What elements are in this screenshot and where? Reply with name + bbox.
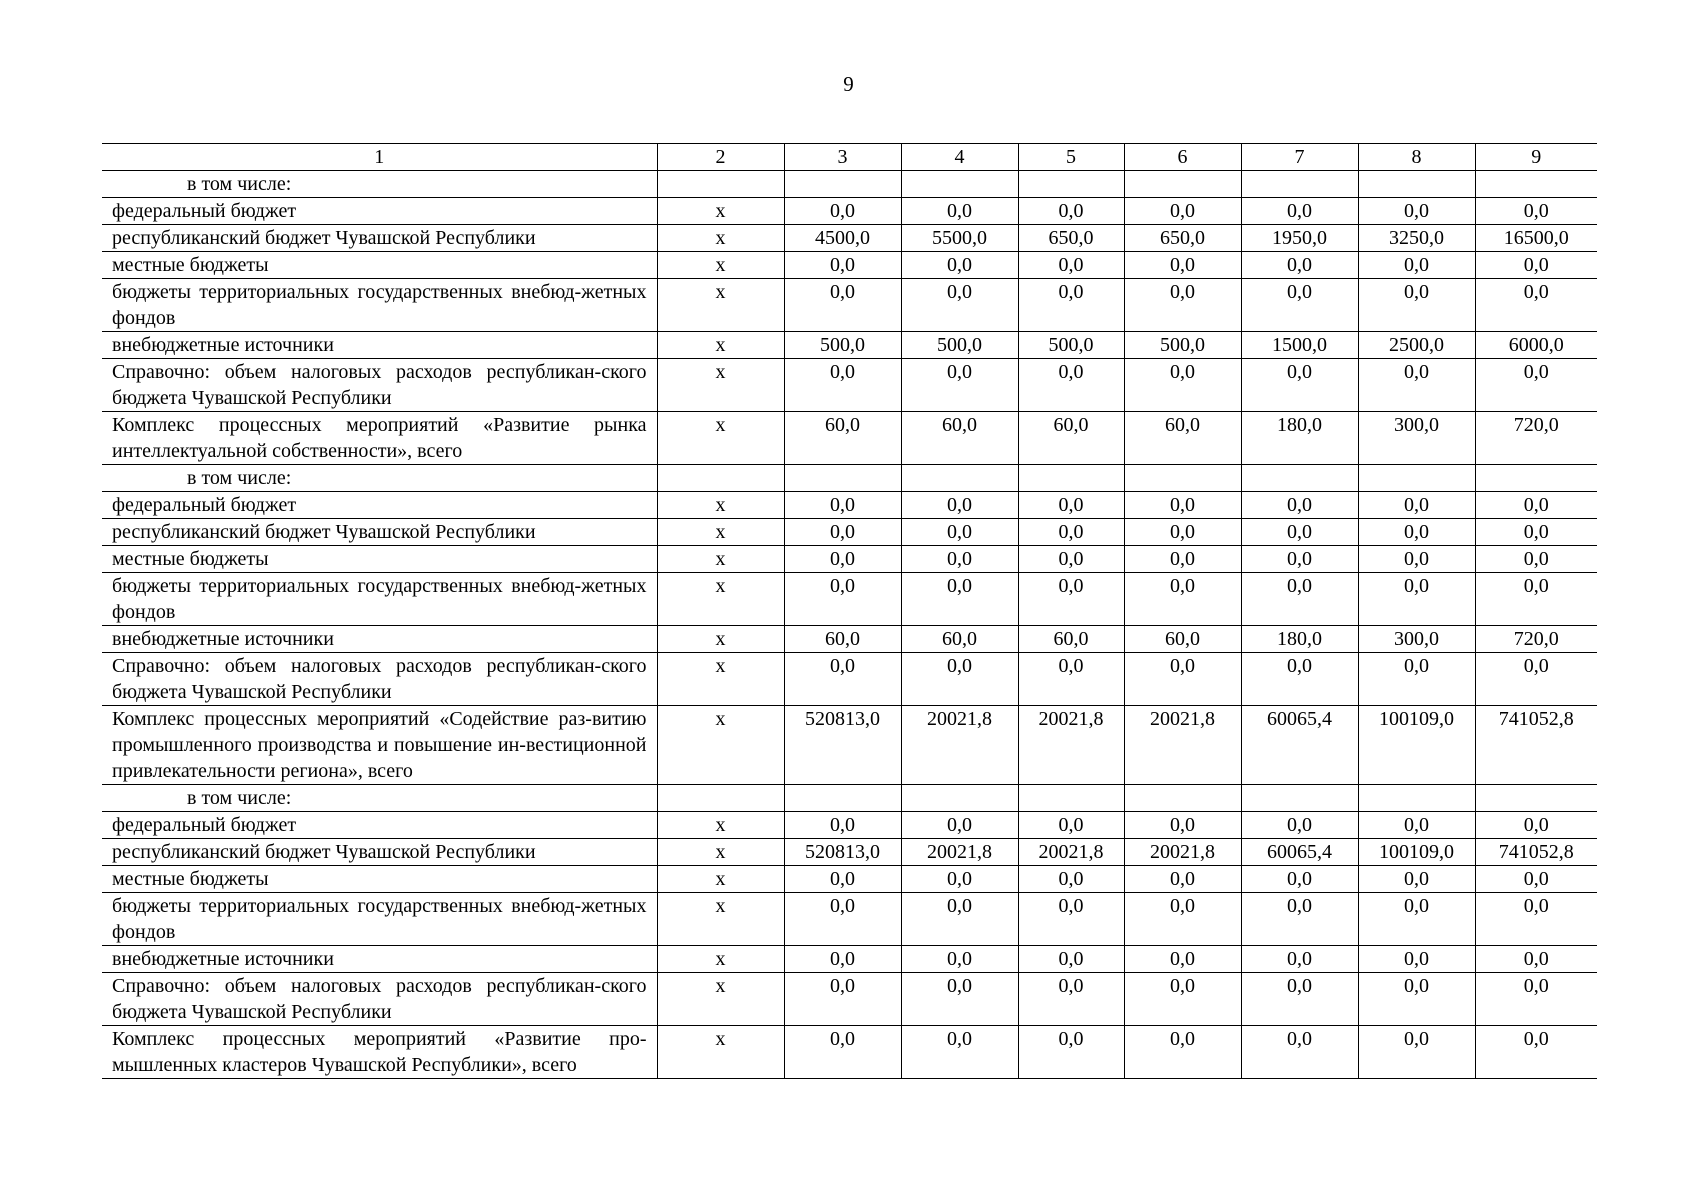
value-cell: 0,0 [1475, 653, 1597, 706]
value-cell: 0,0 [1475, 893, 1597, 946]
row-name-cell: внебюджетные источники [102, 946, 657, 973]
value-cell: 650,0 [1124, 225, 1241, 252]
value-cell: 0,0 [1358, 359, 1475, 412]
value-cell: 0,0 [901, 198, 1018, 225]
value-cell [1358, 171, 1475, 198]
value-cell: 0,0 [1124, 252, 1241, 279]
header-cell: 5 [1018, 144, 1124, 171]
value-cell: 0,0 [784, 812, 901, 839]
row-marker-cell [657, 465, 784, 492]
value-cell: 0,0 [1124, 359, 1241, 412]
table-row [102, 573, 1597, 626]
value-cell: 0,0 [784, 546, 901, 573]
value-cell: 0,0 [901, 946, 1018, 973]
value-cell [901, 465, 1018, 492]
value-cell: 500,0 [1124, 332, 1241, 359]
row-name-cell: внебюджетные источники [102, 332, 657, 359]
table-row [102, 839, 1597, 866]
value-cell [1241, 465, 1358, 492]
table-row [102, 171, 1597, 198]
row-marker-cell [657, 785, 784, 812]
value-cell: 0,0 [1358, 546, 1475, 573]
row-name-cell: местные бюджеты [102, 866, 657, 893]
value-cell: 0,0 [784, 519, 901, 546]
table-row [102, 252, 1597, 279]
value-cell: 0,0 [1124, 973, 1241, 1026]
row-marker-cell: х [657, 573, 784, 626]
table-row [102, 359, 1597, 412]
row-marker-cell: х [657, 252, 784, 279]
row-name-cell: местные бюджеты [102, 546, 657, 573]
row-name-cell: Справочно: объем налоговых расходов республикан-ского бюджета Чувашской Республики [102, 359, 657, 412]
value-cell: 60,0 [901, 412, 1018, 465]
value-cell: 0,0 [1124, 573, 1241, 626]
row-name-cell: республиканский бюджет Чувашской Республики [102, 839, 657, 866]
value-cell: 0,0 [1475, 866, 1597, 893]
value-cell: 0,0 [1241, 653, 1358, 706]
value-cell: 0,0 [1358, 252, 1475, 279]
value-cell: 0,0 [901, 1026, 1018, 1079]
value-cell [1124, 171, 1241, 198]
value-cell: 0,0 [1018, 252, 1124, 279]
value-cell: 0,0 [1475, 279, 1597, 332]
value-cell: 520813,0 [784, 706, 901, 785]
value-cell: 20021,8 [1018, 706, 1124, 785]
value-cell: 0,0 [901, 866, 1018, 893]
value-cell [1241, 171, 1358, 198]
value-cell: 60,0 [901, 626, 1018, 653]
table-row [102, 412, 1597, 465]
value-cell: 1950,0 [1241, 225, 1358, 252]
header-cell: 2 [657, 144, 784, 171]
value-cell: 0,0 [1358, 492, 1475, 519]
value-cell: 0,0 [1124, 893, 1241, 946]
value-cell [1241, 785, 1358, 812]
row-marker-cell: х [657, 839, 784, 866]
value-cell: 500,0 [784, 332, 901, 359]
value-cell: 5500,0 [901, 225, 1018, 252]
value-cell: 0,0 [1358, 653, 1475, 706]
value-cell: 0,0 [901, 252, 1018, 279]
value-cell: 0,0 [1018, 279, 1124, 332]
table-row [102, 279, 1597, 332]
value-cell: 0,0 [1241, 492, 1358, 519]
value-cell: 741052,8 [1475, 839, 1597, 866]
value-cell: 0,0 [1358, 1026, 1475, 1079]
row-name-cell: республиканский бюджет Чувашской Республики [102, 225, 657, 252]
value-cell: 0,0 [784, 893, 901, 946]
table-row [102, 519, 1597, 546]
value-cell: 0,0 [1358, 279, 1475, 332]
table-row [102, 893, 1597, 946]
value-cell: 20021,8 [1124, 839, 1241, 866]
table-row [102, 546, 1597, 573]
header-cell: 1 [102, 144, 657, 171]
value-cell [1475, 171, 1597, 198]
value-cell: 0,0 [901, 279, 1018, 332]
table-row [102, 225, 1597, 252]
value-cell: 0,0 [1358, 866, 1475, 893]
row-marker-cell: х [657, 653, 784, 706]
value-cell: 0,0 [1018, 546, 1124, 573]
header-row [102, 144, 1597, 171]
value-cell: 0,0 [1124, 866, 1241, 893]
row-marker-cell: х [657, 626, 784, 653]
table-row [102, 1026, 1597, 1079]
value-cell: 300,0 [1358, 626, 1475, 653]
row-name-cell: республиканский бюджет Чувашской Республики [102, 519, 657, 546]
value-cell: 650,0 [1018, 225, 1124, 252]
value-cell [1358, 785, 1475, 812]
value-cell: 0,0 [1018, 359, 1124, 412]
row-marker-cell: х [657, 812, 784, 839]
row-name-cell: бюджеты территориальных государственных внебюд-жетных фондов [102, 893, 657, 946]
value-cell: 0,0 [1241, 812, 1358, 839]
value-cell [1475, 465, 1597, 492]
value-cell: 0,0 [1241, 573, 1358, 626]
value-cell: 0,0 [1475, 492, 1597, 519]
value-cell: 0,0 [784, 573, 901, 626]
row-name-cell: федеральный бюджет [102, 198, 657, 225]
value-cell: 4500,0 [784, 225, 901, 252]
value-cell: 0,0 [1018, 492, 1124, 519]
table-row [102, 706, 1597, 785]
value-cell: 0,0 [1475, 359, 1597, 412]
table-row [102, 866, 1597, 893]
row-name-cell: Справочно: объем налоговых расходов республикан-ского бюджета Чувашской Республики [102, 653, 657, 706]
row-name-cell: бюджеты территориальных государственных внебюд-жетных фондов [102, 573, 657, 626]
row-name-cell: Справочно: объем налоговых расходов республикан-ского бюджета Чувашской Республики [102, 973, 657, 1026]
value-cell: 60,0 [784, 626, 901, 653]
value-cell: 0,0 [1241, 866, 1358, 893]
row-marker-cell: х [657, 359, 784, 412]
row-marker-cell: х [657, 973, 784, 1026]
value-cell: 0,0 [1241, 252, 1358, 279]
value-cell: 0,0 [1475, 198, 1597, 225]
value-cell: 0,0 [901, 573, 1018, 626]
value-cell: 0,0 [784, 252, 901, 279]
value-cell: 0,0 [1018, 573, 1124, 626]
value-cell: 0,0 [901, 653, 1018, 706]
value-cell: 0,0 [1358, 812, 1475, 839]
value-cell: 0,0 [1475, 519, 1597, 546]
row-name-cell: внебюджетные источники [102, 626, 657, 653]
value-cell: 0,0 [901, 519, 1018, 546]
header-cell: 4 [901, 144, 1018, 171]
row-marker-cell: х [657, 866, 784, 893]
value-cell: 0,0 [1124, 279, 1241, 332]
value-cell: 0,0 [901, 812, 1018, 839]
value-cell: 0,0 [784, 198, 901, 225]
table-row [102, 492, 1597, 519]
header-cell: 6 [1124, 144, 1241, 171]
value-cell [784, 171, 901, 198]
row-marker-cell: х [657, 279, 784, 332]
value-cell [1018, 171, 1124, 198]
value-cell: 0,0 [1475, 573, 1597, 626]
value-cell: 0,0 [1475, 546, 1597, 573]
value-cell: 0,0 [1358, 198, 1475, 225]
row-name-cell: Комплекс процессных мероприятий «Содействие раз-витию промышленного производства и повышение ин-вестиционной привлекательности региона», всего [102, 706, 657, 785]
value-cell: 0,0 [1241, 519, 1358, 546]
value-cell: 0,0 [1358, 893, 1475, 946]
header-cell: 3 [784, 144, 901, 171]
row-name-cell: в том числе: [102, 465, 657, 492]
row-name-cell: в том числе: [102, 171, 657, 198]
value-cell: 0,0 [1358, 519, 1475, 546]
table-row [102, 812, 1597, 839]
value-cell: 0,0 [1241, 1026, 1358, 1079]
value-cell: 0,0 [1475, 973, 1597, 1026]
value-cell: 0,0 [784, 653, 901, 706]
value-cell: 0,0 [784, 1026, 901, 1079]
value-cell: 0,0 [784, 946, 901, 973]
value-cell: 0,0 [901, 492, 1018, 519]
value-cell: 20021,8 [1124, 706, 1241, 785]
value-cell: 0,0 [1018, 973, 1124, 1026]
value-cell: 0,0 [901, 546, 1018, 573]
value-cell: 720,0 [1475, 412, 1597, 465]
value-cell: 6000,0 [1475, 332, 1597, 359]
row-marker-cell: х [657, 492, 784, 519]
value-cell: 741052,8 [1475, 706, 1597, 785]
row-marker-cell [657, 171, 784, 198]
value-cell: 0,0 [1018, 866, 1124, 893]
value-cell: 0,0 [1124, 946, 1241, 973]
budget-table [102, 143, 1597, 1079]
value-cell: 3250,0 [1358, 225, 1475, 252]
value-cell: 60,0 [1018, 626, 1124, 653]
row-name-cell: федеральный бюджет [102, 492, 657, 519]
value-cell: 0,0 [1241, 973, 1358, 1026]
value-cell: 60,0 [1124, 626, 1241, 653]
value-cell: 60,0 [1124, 412, 1241, 465]
table-row [102, 973, 1597, 1026]
table-row [102, 653, 1597, 706]
value-cell: 0,0 [784, 973, 901, 1026]
row-name-cell: Комплекс процессных мероприятий «Развитие рынка интеллектуальной собственности», всего [102, 412, 657, 465]
value-cell [1018, 465, 1124, 492]
value-cell [1475, 785, 1597, 812]
value-cell: 0,0 [1124, 519, 1241, 546]
value-cell [1018, 785, 1124, 812]
row-name-cell: в том числе: [102, 785, 657, 812]
value-cell: 0,0 [1124, 1026, 1241, 1079]
value-cell: 100109,0 [1358, 706, 1475, 785]
table-row [102, 946, 1597, 973]
row-marker-cell: х [657, 519, 784, 546]
value-cell: 0,0 [1241, 198, 1358, 225]
value-cell [784, 785, 901, 812]
value-cell [1358, 465, 1475, 492]
table-row [102, 198, 1597, 225]
value-cell: 0,0 [1018, 519, 1124, 546]
value-cell: 0,0 [1358, 573, 1475, 626]
value-cell: 0,0 [784, 492, 901, 519]
value-cell: 0,0 [1124, 812, 1241, 839]
value-cell: 0,0 [1241, 946, 1358, 973]
value-cell: 20021,8 [901, 706, 1018, 785]
value-cell [1124, 465, 1241, 492]
value-cell: 720,0 [1475, 626, 1597, 653]
value-cell [784, 465, 901, 492]
value-cell: 180,0 [1241, 412, 1358, 465]
value-cell: 0,0 [784, 359, 901, 412]
row-marker-cell: х [657, 946, 784, 973]
header-cell: 7 [1241, 144, 1358, 171]
value-cell: 0,0 [1475, 252, 1597, 279]
value-cell: 0,0 [1018, 198, 1124, 225]
value-cell [901, 785, 1018, 812]
value-cell: 0,0 [1018, 893, 1124, 946]
value-cell: 520813,0 [784, 839, 901, 866]
value-cell: 20021,8 [1018, 839, 1124, 866]
value-cell: 20021,8 [901, 839, 1018, 866]
value-cell: 0,0 [1475, 1026, 1597, 1079]
row-name-cell: Комплекс процессных мероприятий «Развитие про-мышленных кластеров Чувашской Республики», всего [102, 1026, 657, 1079]
value-cell: 0,0 [1124, 198, 1241, 225]
header-cell: 8 [1358, 144, 1475, 171]
value-cell: 0,0 [1018, 812, 1124, 839]
value-cell: 0,0 [1018, 653, 1124, 706]
row-name-cell: бюджеты территориальных государственных внебюд-жетных фондов [102, 279, 657, 332]
row-marker-cell: х [657, 893, 784, 946]
table-row [102, 785, 1597, 812]
table-row [102, 465, 1597, 492]
row-marker-cell: х [657, 332, 784, 359]
value-cell: 0,0 [784, 279, 901, 332]
value-cell: 60065,4 [1241, 706, 1358, 785]
value-cell: 0,0 [1241, 893, 1358, 946]
value-cell: 0,0 [1358, 946, 1475, 973]
value-cell: 300,0 [1358, 412, 1475, 465]
row-name-cell: местные бюджеты [102, 252, 657, 279]
row-marker-cell: х [657, 1026, 784, 1079]
page-number: 9 [843, 72, 854, 96]
value-cell: 0,0 [1241, 546, 1358, 573]
table-row [102, 332, 1597, 359]
table-row [102, 626, 1597, 653]
value-cell: 0,0 [1124, 653, 1241, 706]
value-cell: 180,0 [1241, 626, 1358, 653]
value-cell: 16500,0 [1475, 225, 1597, 252]
value-cell: 0,0 [1018, 1026, 1124, 1079]
value-cell: 0,0 [1018, 946, 1124, 973]
value-cell: 60,0 [784, 412, 901, 465]
value-cell: 0,0 [1358, 973, 1475, 1026]
row-marker-cell: х [657, 546, 784, 573]
value-cell: 0,0 [1241, 359, 1358, 412]
row-name-cell: федеральный бюджет [102, 812, 657, 839]
value-cell: 60,0 [1018, 412, 1124, 465]
value-cell [901, 171, 1018, 198]
value-cell: 100109,0 [1358, 839, 1475, 866]
value-cell: 1500,0 [1241, 332, 1358, 359]
value-cell: 500,0 [1018, 332, 1124, 359]
row-marker-cell: х [657, 412, 784, 465]
value-cell: 0,0 [901, 359, 1018, 412]
row-marker-cell: х [657, 198, 784, 225]
value-cell: 60065,4 [1241, 839, 1358, 866]
value-cell: 0,0 [1124, 492, 1241, 519]
row-marker-cell: х [657, 706, 784, 785]
value-cell: 0,0 [1124, 546, 1241, 573]
value-cell [1124, 785, 1241, 812]
value-cell: 0,0 [1241, 279, 1358, 332]
header-cell: 9 [1475, 144, 1597, 171]
value-cell: 0,0 [784, 866, 901, 893]
value-cell: 0,0 [1475, 812, 1597, 839]
value-cell: 0,0 [901, 893, 1018, 946]
value-cell: 2500,0 [1358, 332, 1475, 359]
value-cell: 500,0 [901, 332, 1018, 359]
value-cell: 0,0 [901, 973, 1018, 1026]
value-cell: 0,0 [1475, 946, 1597, 973]
row-marker-cell: х [657, 225, 784, 252]
